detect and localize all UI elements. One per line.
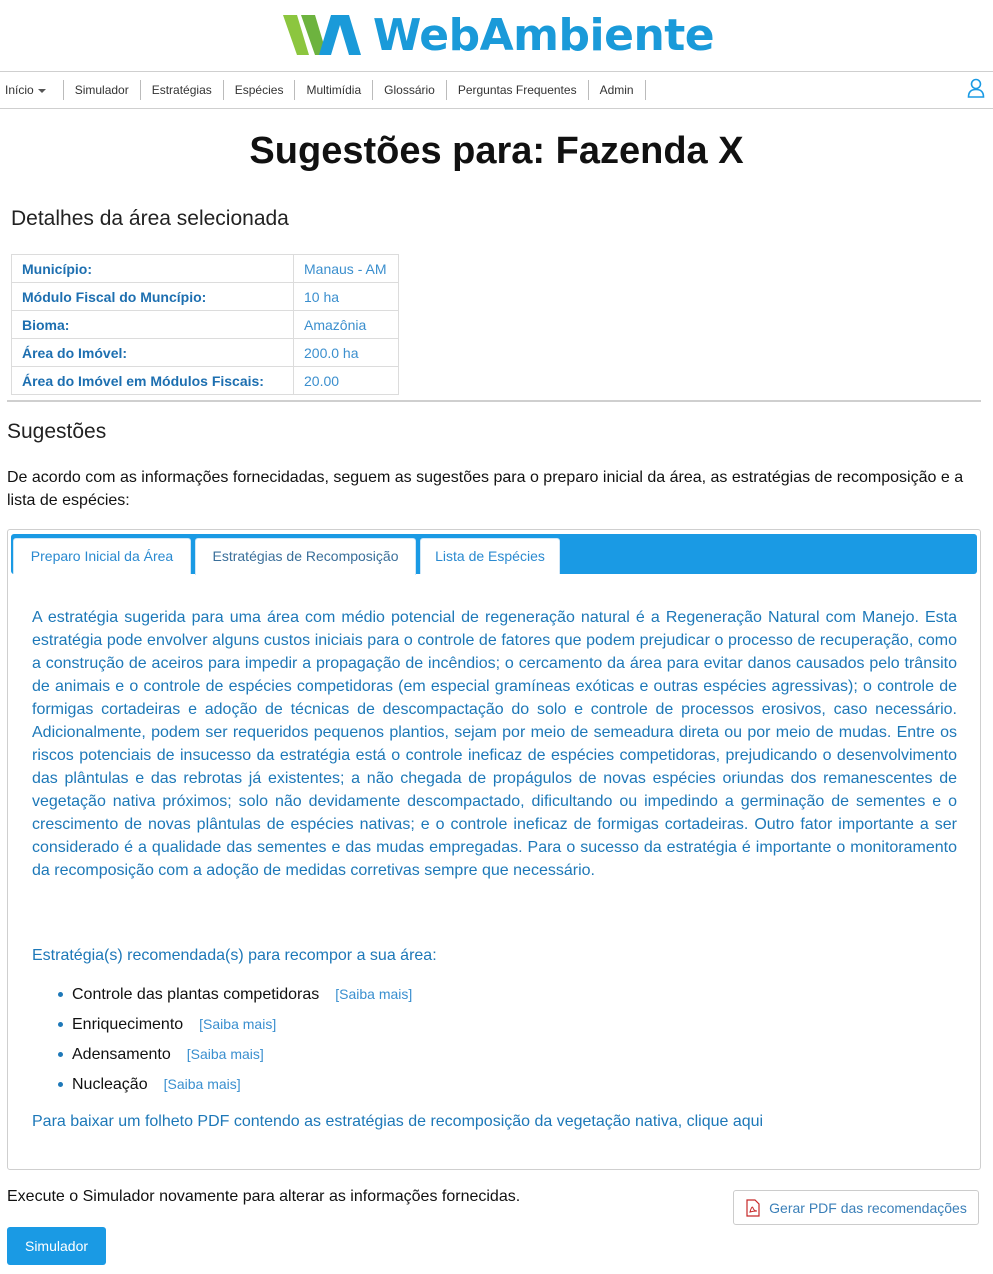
nav-item-label: Início bbox=[5, 83, 34, 97]
row-label: Bioma: bbox=[12, 311, 294, 339]
nav-item-admin[interactable]: Admin bbox=[589, 80, 646, 100]
strategy-name: Enriquecimento bbox=[72, 1016, 184, 1033]
tab-bar bbox=[11, 534, 977, 574]
recommended-heading: Estratégia(s) recomendada(s) para recompor a sua área: bbox=[32, 947, 437, 964]
user-icon[interactable] bbox=[967, 78, 985, 98]
generate-pdf-button[interactable] bbox=[733, 1190, 979, 1225]
nav-item-estrategias[interactable]: Estratégias bbox=[141, 80, 224, 100]
saiba-mais-link[interactable]: [Saiba mais] bbox=[199, 1016, 277, 1032]
download-pdf-link[interactable]: Para baixar um folheto PDF contendo as estratégias de recomposição da vegetação nativa, clique aqui bbox=[32, 1113, 764, 1130]
page-title: Sugestões para: Fazenda X bbox=[249, 130, 744, 172]
table-row bbox=[12, 311, 399, 339]
row-label: Área do Imóvel: bbox=[12, 339, 294, 367]
nav-item-glossario[interactable]: Glossário bbox=[373, 80, 447, 100]
row-value: 20.00 bbox=[294, 367, 399, 395]
site-logo[interactable] bbox=[0, 0, 993, 70]
strategy-name: Controle das plantas competidoras bbox=[72, 986, 320, 1003]
saiba-mais-link[interactable]: [Saiba mais] bbox=[335, 986, 413, 1002]
nav-item-multimidia[interactable]: Multimídia bbox=[295, 80, 373, 100]
pdf-file-icon bbox=[745, 1199, 761, 1217]
table-row bbox=[12, 339, 399, 367]
suggestions-intro: De acordo com as informações fornecidadas, seguem as sugestões para o preparo inicial da área, as estratégias de recomposição e a lista de espécies: bbox=[7, 469, 964, 509]
footer-text: Execute o Simulador novamente para alterar as informações fornecidas. bbox=[7, 1188, 521, 1205]
nav-item-inicio[interactable] bbox=[0, 80, 64, 100]
tab-lista-especies[interactable]: Lista de Espécies bbox=[420, 538, 560, 574]
nav-item-simulador[interactable]: Simulador bbox=[64, 80, 141, 100]
strategy-name: Adensamento bbox=[72, 1046, 171, 1063]
row-label: Município: bbox=[12, 255, 294, 283]
suggestions-heading: Sugestões bbox=[7, 420, 107, 443]
list-item bbox=[58, 1042, 412, 1072]
row-label: Área do Imóvel em Módulos Fiscais: bbox=[12, 367, 294, 395]
simulator-button[interactable]: Simulador bbox=[7, 1227, 106, 1265]
generate-pdf-label: Gerar PDF das recomendações bbox=[769, 1199, 967, 1216]
brand-name: WebAmbiente bbox=[372, 9, 715, 61]
row-value: Amazônia bbox=[294, 311, 399, 339]
nav-item-perguntas[interactable]: Perguntas Frequentes bbox=[447, 80, 589, 100]
main-nav bbox=[0, 71, 993, 109]
nav-item-especies[interactable]: Espécies bbox=[224, 80, 296, 100]
list-item bbox=[58, 982, 412, 1012]
row-value: 10 ha bbox=[294, 283, 399, 311]
row-label: Módulo Fiscal do Muncípio: bbox=[12, 283, 294, 311]
recommended-list bbox=[58, 982, 412, 1102]
details-table bbox=[11, 254, 399, 395]
tab-preparo-inicial[interactable]: Preparo Inicial da Área bbox=[13, 538, 191, 574]
list-item bbox=[58, 1012, 412, 1042]
strategy-description: A estratégia sugerida para uma área com médio potencial de regeneração natural é a Regeneração Natural com Manejo. Esta estratégia pode envolver alguns custos iniciais para o controle de fatores que podem prejudicar o processo de recuperação, como a construção de aceiros para impedir a propagação de incêndios; o cercamento da área para evitar danos causados pelo trânsito de animais e o controle de espécies competidoras (em especial gramíneas exóticas e outras espécies agressivas); o controle de formigas cortadeiras e adoção de técnicas de descompactação do solo e controle de processos erosivos, caso necessário. Adicionalmente, podem ser requeridos pequenos plantios, sejam por meio de semeadura direta ou por meio de mudas. Entre os riscos potenciais de insucesso da estratégia está o controle ineficaz de espécies competidoras, prejudicando o desenvolvimento das plântulas e das rebrotas já existentes; a não chegada de propágulos de novas espécies oriundas dos remanescentes de vegetação nativa próximos; solo não devidamente descompactado, dificultando ou impedindo a germinação de sementes e o crescimento de novas plântulas de espécies nativas; e o controle ineficaz de formigas cortadeiras. Outro fator importante a ser considerado é a qualidade das sementes e das mudas empregadas. Para o sucesso da estratégia é importante o monitoramento da recomposição com a adoção de medidas corretivas sempre que necessário. bbox=[32, 609, 957, 879]
row-value: 200.0 ha bbox=[294, 339, 399, 367]
saiba-mais-link[interactable]: [Saiba mais] bbox=[186, 1046, 264, 1062]
details-heading: Detalhes da área selecionada bbox=[11, 207, 289, 230]
caret-down-icon bbox=[38, 89, 46, 93]
row-value: Manaus - AM bbox=[294, 255, 399, 283]
divider bbox=[7, 400, 981, 402]
table-row bbox=[12, 255, 399, 283]
saiba-mais-link[interactable]: [Saiba mais] bbox=[163, 1076, 241, 1092]
list-item bbox=[58, 1072, 412, 1102]
table-row bbox=[12, 283, 399, 311]
table-row bbox=[12, 367, 399, 395]
tab-estrategias-recomposicao[interactable]: Estratégias de Recomposição bbox=[195, 538, 416, 575]
webambiente-logo-mark-icon bbox=[279, 9, 365, 61]
tabs-panel bbox=[7, 529, 981, 1170]
strategy-name: Nucleação bbox=[72, 1076, 148, 1093]
